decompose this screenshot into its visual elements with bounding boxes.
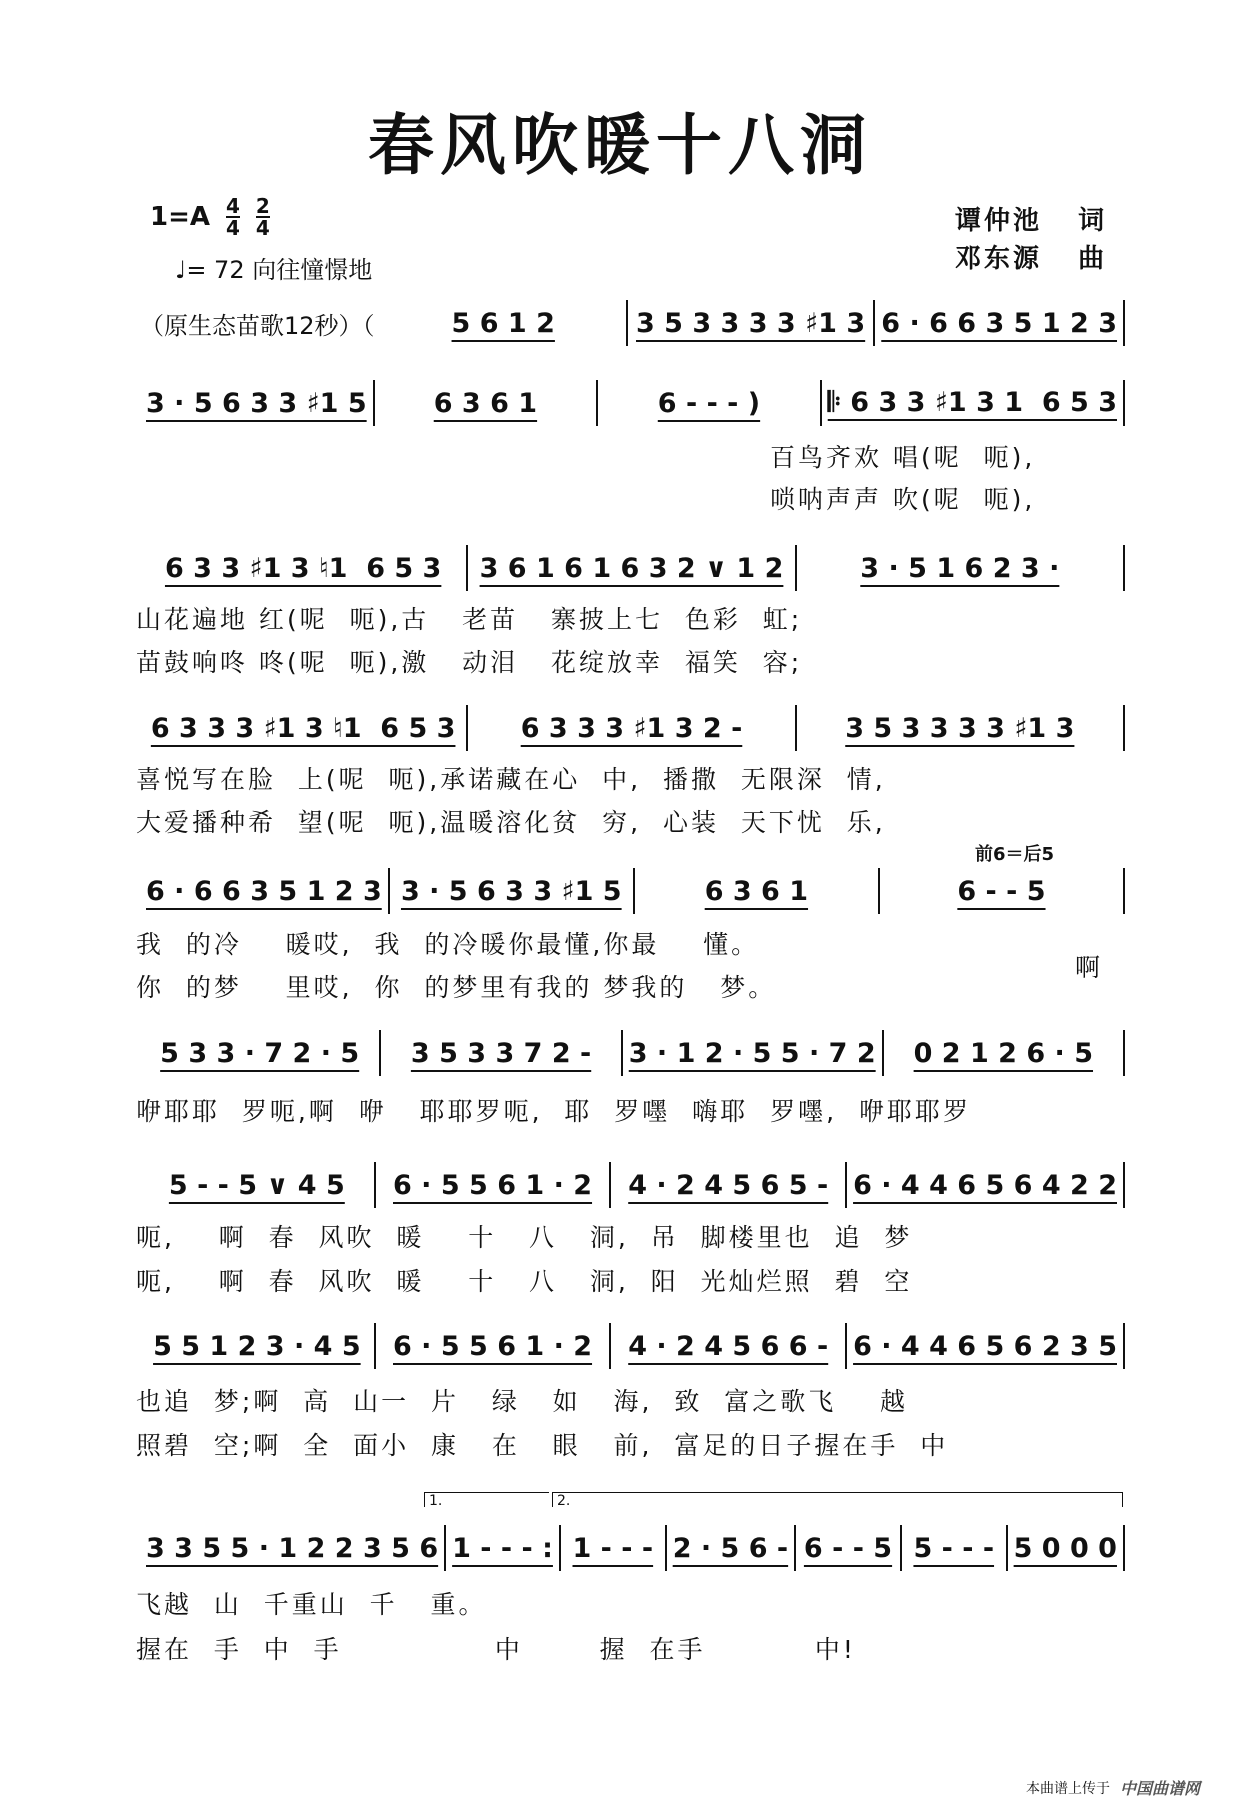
side-lyric: 啊 [1075, 953, 1104, 982]
footer [1026, 1776, 1200, 1799]
measure: 3 · 5 1 6 2 3 · [797, 545, 1125, 591]
measure: 6 · 4 4 6 5 6 2 3 5 [847, 1323, 1125, 1369]
measure: 6 3 6 1 [635, 868, 880, 914]
measure: 0 2 1 2 6 · 5 [884, 1030, 1125, 1076]
measure: 3 · 1 2 · 5 5 · 7 2 [623, 1030, 884, 1076]
measure: 3 · 5 6 3 3 ♯1 5 [390, 868, 635, 914]
measure: 𝄆 6 3 3 ♯1 3 1 6 5 3 [822, 380, 1125, 426]
measure: 6 · 5 5 6 1 · 2 [376, 1162, 612, 1208]
measure: 3 · 5 6 3 3 ♯1 5 [140, 380, 375, 426]
lyric-line: 山花遍地 红(呢 呃),古 老苗 寨披上七 色彩 虹; [136, 605, 803, 634]
measure: 6 - - 5 [796, 1525, 902, 1571]
key-signature: 1=A [150, 202, 210, 232]
lyric-line: 唢呐声声 吹(呢 呃), [770, 485, 1036, 514]
lyric-line: 照碧 空;啊 全 面小 康 在 眼 前, 富足的日子握在手 中 [136, 1431, 949, 1460]
lyric-line: 咿耶耶 罗呃,啊 咿 耶耶罗呃, 耶 罗嚜 嗨耶 罗嚜, 咿耶耶罗 [136, 1097, 971, 1126]
measure: 5 6 1 2 [381, 300, 628, 346]
measure: 6 3 3 3 ♯1 3 2 - [468, 705, 796, 751]
measure: 6 · 6 6 3 5 1 2 3 [140, 868, 390, 914]
lyric-line: 你 的梦 里哎, 你 的梦里有我的 梦我的 梦。 [136, 973, 777, 1002]
lyric-line: 大爱播种希 望(呢 呃),温暖溶化贫 穷, 心装 天下忧 乐, [136, 808, 886, 837]
measure: 5 5 1 2 3 · 4 5 [140, 1323, 376, 1369]
staff-row [140, 545, 1125, 591]
measure: 3 5 3 3 3 3 ♯1 3 [797, 705, 1125, 751]
staff-row [140, 1525, 1125, 1571]
lyric-line: 苗鼓响咚 咚(呢 呃),激 动泪 花绽放幸 福笑 容; [136, 648, 803, 677]
site-logo: 中国曲谱网 [1119, 1779, 1200, 1798]
measure: 6 · 5 5 6 1 · 2 [376, 1323, 612, 1369]
performance-annotation: 前6＝后5 [975, 844, 1055, 865]
measure: 4 · 2 4 5 6 5 - [611, 1162, 847, 1208]
staff-row [140, 868, 1125, 914]
staff-row [140, 705, 1125, 751]
measure: 1 - - - [561, 1525, 667, 1571]
measure: 6 · 4 4 6 5 6 4 2 2 [847, 1162, 1125, 1208]
key-and-meter [150, 196, 270, 238]
measure: 6 - - 5 [880, 868, 1125, 914]
measure: 5 - - - [902, 1525, 1008, 1571]
measure: 6 3 6 1 [375, 380, 599, 426]
time-signature-2-4: $\frac{2}{4}$ [255, 194, 270, 240]
intro-note: （原生态苗歌12秒）（ [140, 311, 375, 340]
measure: 4 · 2 4 5 6 6 - [611, 1323, 847, 1369]
lyric-line: 飞越 山 千重山 千 重。 [136, 1590, 487, 1619]
measure: 2 · 5 6 - [667, 1525, 796, 1571]
measure: 5 3 3 · 7 2 · 5 [140, 1030, 381, 1076]
measure: 3 5 3 3 3 3 ♯1 3 [628, 300, 875, 346]
staff-row [140, 300, 1125, 346]
composer-credit: 邓东源 曲 [955, 244, 1108, 274]
measure: 5 0 0 0 [1008, 1525, 1125, 1571]
score-title: 春风吹暖十八洞 [368, 106, 872, 184]
measure: 5 - - 5 ∨ 4 5 [140, 1162, 376, 1208]
lyric-line: 喜悦写在脸 上(呢 呃),承诺藏在心 中, 播撒 无限深 情, [136, 765, 886, 794]
staff-row [140, 1162, 1125, 1208]
staff-row [140, 1323, 1125, 1369]
volta-1: 1. [424, 1492, 549, 1507]
lyric-line: 百鸟齐欢 唱(呢 呃), [770, 443, 1036, 472]
lyric-line: 也追 梦;啊 高 山一 片 绿 如 海, 致 富之歌飞 越 [136, 1387, 909, 1416]
lyric-line: 握在 手 中 手 中 握 在手 中! [136, 1635, 856, 1664]
measure: 6 · 6 6 3 5 1 2 3 [875, 300, 1125, 346]
tempo-marking: ♩= 72 向往憧憬地 [175, 256, 373, 284]
staff-row [140, 1030, 1125, 1076]
volta-2: 2. [552, 1492, 1123, 1507]
staff-row [140, 380, 1125, 426]
lyricist-credit: 谭仲池 词 [955, 206, 1108, 236]
measure: 3 3 5 5 · 1 2 2 3 5 6 [140, 1525, 446, 1571]
measure: 6 3 3 3 ♯1 3 ♮1 6 5 3 [140, 705, 468, 751]
lyric-line: 呃, 啊 春 风吹 暖 十 八 洞, 吊 脚楼里也 追 梦 [136, 1223, 913, 1252]
time-signature-4-4: $\frac{4}{4}$ [226, 194, 240, 240]
footer-text: 本曲谱上传于 [1025, 1780, 1110, 1797]
lyric-line: 我 的冷 暖哎, 我 的冷暖你最懂,你最 懂。 [136, 930, 760, 959]
measure: 3 5 3 3 7 2 - [381, 1030, 622, 1076]
measure: 1 - - - : [446, 1525, 561, 1571]
measure: 3 6 1 6 1 6 3 2 ∨ 1 2 [468, 545, 796, 591]
measure: 6 - - - ) [598, 380, 822, 426]
measure: 6 3 3 ♯1 3 ♮1 6 5 3 [140, 545, 468, 591]
lyric-line: 呃, 啊 春 风吹 暖 十 八 洞, 阳 光灿烂照 碧 空 [136, 1267, 913, 1296]
